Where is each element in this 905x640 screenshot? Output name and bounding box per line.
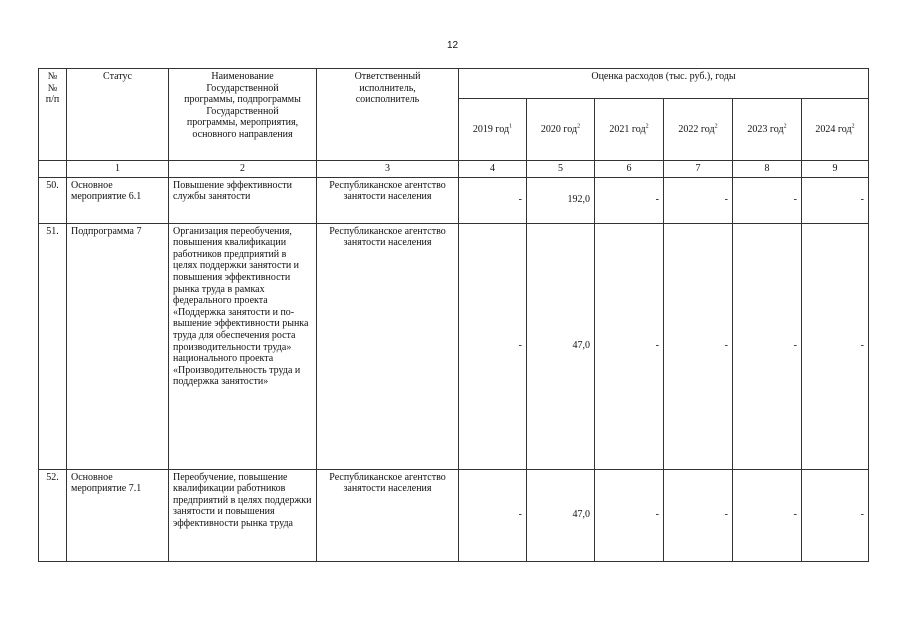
row-value-2022: - [664, 223, 733, 469]
row-executor: Республиканское агентство занятости населения [317, 223, 459, 469]
column-number-blank [39, 161, 67, 178]
table-row [39, 177, 869, 223]
row-value-2022: - [664, 469, 733, 561]
column-number: 4 [459, 161, 527, 178]
header-year-2022: 2022 год$^2$ [664, 99, 733, 161]
row-value-2023: - [733, 177, 802, 223]
row-num: 51. [39, 223, 67, 469]
row-value-2020: 47,0 [527, 223, 595, 469]
row-value-2019: - [459, 469, 527, 561]
row-value-2021: - [595, 223, 664, 469]
header-year-2023: 2023 год$^2$ [733, 99, 802, 161]
row-value-2022: - [664, 177, 733, 223]
header-status: Статус [67, 69, 169, 161]
row-value-2020: 192,0 [527, 177, 595, 223]
row-executor: Республиканское агентство занятости населения [317, 469, 459, 561]
row-value-2021: - [595, 469, 664, 561]
row-num: 50. [39, 177, 67, 223]
header-year-2021: 2021 год$^2$ [595, 99, 664, 161]
row-value-2019: - [459, 223, 527, 469]
row-value-2024: - [802, 469, 869, 561]
column-number: 6 [595, 161, 664, 178]
row-value-2024: - [802, 177, 869, 223]
column-number: 8 [733, 161, 802, 178]
row-name: Переобучение, повышение квалификации работников предприятий в целях поддержки занятости и повышения эффективности рынка труда [169, 469, 317, 561]
row-status: Основное мероприятие 6.1 [67, 177, 169, 223]
column-number: 7 [664, 161, 733, 178]
header-num: № № п/п [39, 69, 67, 161]
row-value-2021: - [595, 177, 664, 223]
header-executor: Ответственный исполнитель, соисполнитель [317, 69, 459, 161]
column-number: 1 [67, 161, 169, 178]
row-value-2020: 47,0 [527, 469, 595, 561]
column-number: 5 [527, 161, 595, 178]
row-executor: Республиканское агентство занятости населения [317, 177, 459, 223]
row-value-2023: - [733, 223, 802, 469]
header-name: Наименование Государственной программы, подпрограммы Государственной программы, мероприятия, основного направления [169, 69, 317, 161]
page-number: 12 [446, 40, 459, 51]
header-year-2020: 2020 год$^2$ [527, 99, 595, 161]
column-number-row [39, 161, 869, 178]
column-number: 3 [317, 161, 459, 178]
header-row-main [39, 69, 869, 99]
row-value-2023: - [733, 469, 802, 561]
row-status: Подпрограмма 7 [67, 223, 169, 469]
row-value-2019: - [459, 177, 527, 223]
header-year-2024: 2024 год$^2$ [802, 99, 869, 161]
table-row [39, 469, 869, 561]
row-name: Организация переобучения, повышения квалификации работников предприятий в целях поддержки занятости и повышения эффективности рынка труда в рамках федерального проекта «Поддержка занятости и по-вышение эффективности рынка труда для обеспечения роста производительности труда» национального проекта «Производительность труда и поддержка занятости» [169, 223, 317, 469]
row-value-2024: - [802, 223, 869, 469]
header-costs: Оценка расходов (тыс. руб.), годы [459, 69, 869, 99]
header-year-2019: 2019 год$^1$ [459, 99, 527, 161]
row-status: Основное мероприятие 7.1 [67, 469, 169, 561]
column-number: 9 [802, 161, 869, 178]
budget-table [38, 68, 869, 562]
table-row [39, 223, 869, 469]
column-number: 2 [169, 161, 317, 178]
row-num: 52. [39, 469, 67, 561]
row-name: Повышение эффективности службы занятости [169, 177, 317, 223]
